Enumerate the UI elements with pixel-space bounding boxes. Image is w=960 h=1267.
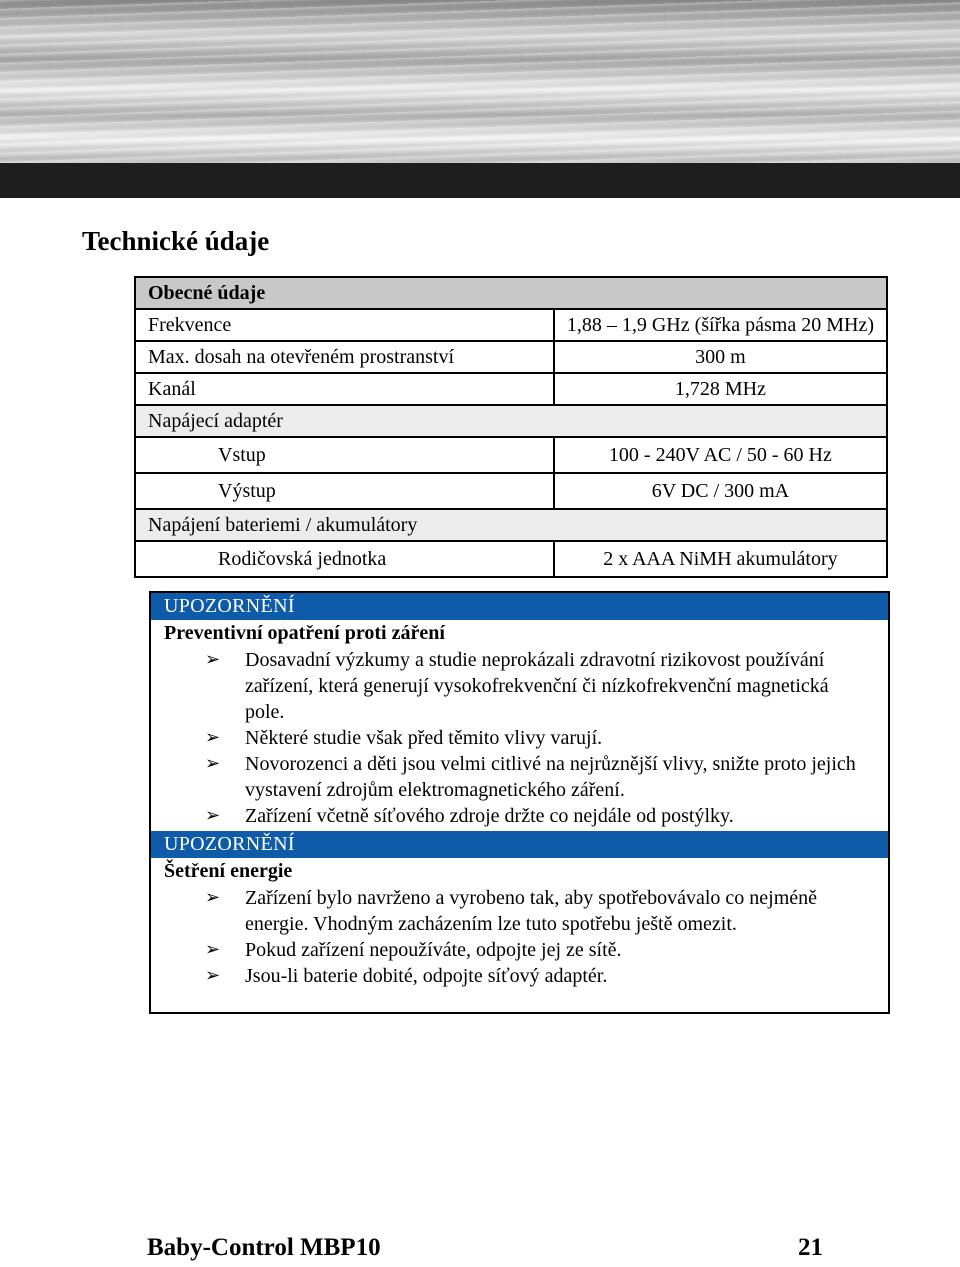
list-item <box>151 803 888 829</box>
output-value: 6V DC / 300 mA <box>554 473 887 509</box>
warning-subtitle-energy: Šetření energie <box>164 860 293 882</box>
radiation-bullet-list <box>151 647 888 829</box>
page-title: Technické údaje <box>82 226 270 256</box>
arrowhead-bullet-icon: ➢ <box>205 805 221 826</box>
list-item <box>151 751 888 803</box>
warning-title-energy: UPOZORNĚNÍ <box>151 831 888 858</box>
table-row <box>135 473 887 509</box>
table-row <box>135 309 887 341</box>
list-item <box>151 963 888 989</box>
header-dark-strip <box>0 163 960 198</box>
warning-title-radiation: UPOZORNĚNÍ <box>151 593 888 620</box>
range-label: Max. dosah na otevřeném prostranství <box>135 341 554 373</box>
list-item <box>151 647 888 725</box>
table-header-row <box>135 277 887 309</box>
page-number: 21 <box>798 1234 823 1261</box>
frequency-label: Frekvence <box>135 309 554 341</box>
bullet-text: Novorozenci a děti jsou velmi citlivé na nejrůznější vlivy, snižte proto jejich vystavení zdrojům elektromagnetického záření. <box>245 753 856 801</box>
table-row <box>135 437 887 473</box>
frequency-value: 1,88 – 1,9 GHz (šířka pásma 20 MHz) <box>554 309 887 341</box>
table-row <box>135 341 887 373</box>
range-value: 300 m <box>554 341 887 373</box>
table-header: Obecné údaje <box>135 277 887 309</box>
channel-value: 1,728 MHz <box>554 373 887 405</box>
input-label: Vstup <box>135 437 554 473</box>
arrowhead-bullet-icon: ➢ <box>205 727 221 748</box>
input-value: 100 - 240V AC / 50 - 60 Hz <box>554 437 887 473</box>
channel-label: Kanál <box>135 373 554 405</box>
parent-unit-label: Rodičovská jednotka <box>135 541 554 577</box>
table-subheader-row <box>135 405 887 437</box>
arrowhead-bullet-icon: ➢ <box>205 965 221 986</box>
bullet-text: Zařízení bylo navrženo a vyrobeno tak, aby spotřebovávalo co nejméně energie. Vhodným zacházením lze tuto spotřebu ještě omezit. <box>245 887 818 935</box>
header-banner <box>0 0 960 198</box>
arrowhead-bullet-icon: ➢ <box>205 649 221 670</box>
bullet-text: Zařízení včetně síťového zdroje držte co nejdále od postýlky. <box>245 805 734 827</box>
warning-box <box>149 591 890 1014</box>
arrowhead-bullet-icon: ➢ <box>205 939 221 960</box>
adapter-label: Napájecí adaptér <box>135 405 887 437</box>
battery-label: Napájení bateriemi / akumulátory <box>135 509 887 541</box>
bullet-text: Některé studie však před těmito vlivy varují. <box>245 727 603 749</box>
footer-product-name: Baby-Control MBP10 <box>147 1234 381 1261</box>
list-item <box>151 885 888 937</box>
arrowhead-bullet-icon: ➢ <box>205 753 221 774</box>
warning-subtitle-radiation: Preventivní opatření proti záření <box>164 622 445 644</box>
energy-bullet-list <box>151 885 888 989</box>
list-item <box>151 725 888 751</box>
output-label: Výstup <box>135 473 554 509</box>
table-subheader-row <box>135 509 887 541</box>
spec-table <box>134 276 888 578</box>
bullet-text: Jsou-li baterie dobité, odpojte síťový adaptér. <box>245 965 608 987</box>
table-row <box>135 541 887 577</box>
bullet-text: Dosavadní výzkumy a studie neprokázali zdravotní rizikovost používání zařízení, která generují vysokofrekvenční či nízkofrekvenční magnetická pole. <box>245 649 829 723</box>
table-row <box>135 373 887 405</box>
list-item <box>151 937 888 963</box>
arrowhead-bullet-icon: ➢ <box>205 887 221 908</box>
parent-unit-value: 2 x AAA NiMH akumulátory <box>554 541 887 577</box>
bullet-text: Pokud zařízení nepoužíváte, odpojte jej ze sítě. <box>245 939 622 961</box>
